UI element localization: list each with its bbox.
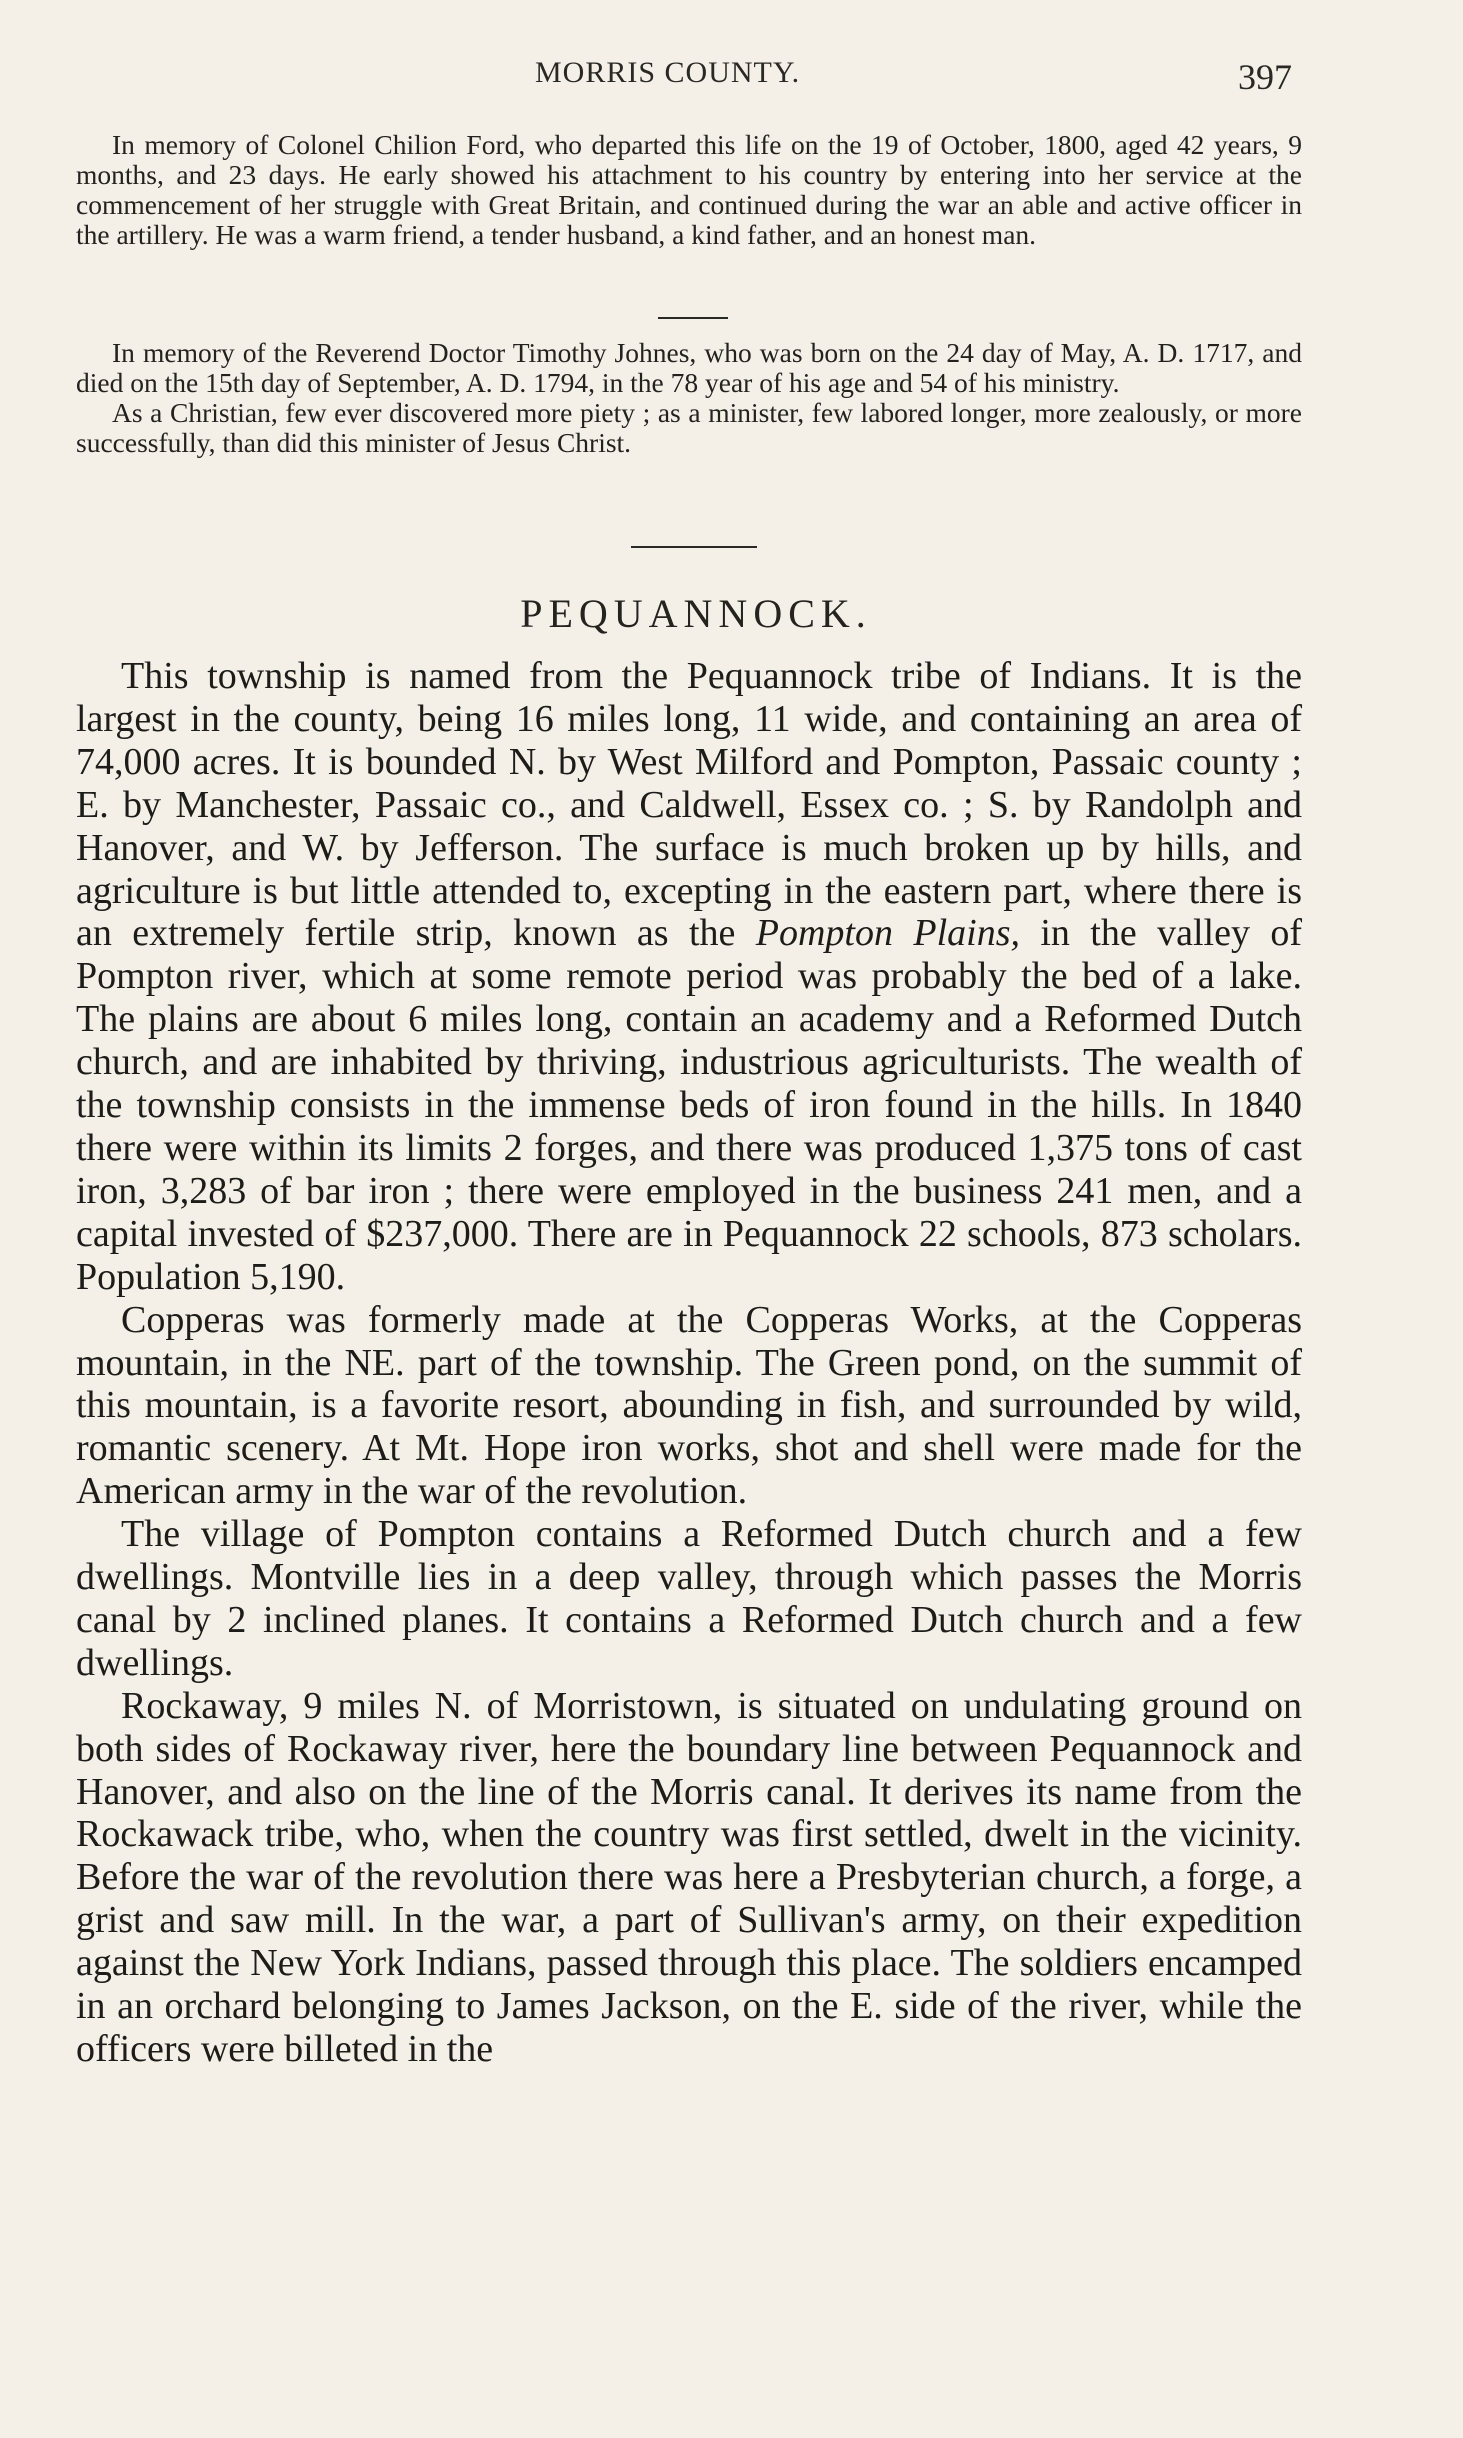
body-paragraph: Copperas was formerly made at the Copperas Works, at the Copperas mountain, in the NE. part of the township. The Green pond, on the summit of this mountain, is a favorite resort, abounding in fish, and surrounded by wild, romantic scenery. At Mt. Hope iron works, shot and shell were made for the American army in the war of the revolution.	[76, 1298, 1302, 1513]
epitaph-paragraph: As a Christian, few ever discovered more piety ; as a minister, few labored longer, more zealously, or more successfully, than did this minister of Jesus Christ.	[76, 397, 1302, 458]
section-title: PEQUANNOCK.	[520, 591, 872, 636]
body-paragraph: Rockaway, 9 miles N. of Morristown, is situated on undulating ground on both sides of Rockaway river, here the boundary line between Pequannock and Hanover, and also on the line of the Morris canal. It derives its name from the Rockawack tribe, who, when the country was first settled, dwelt in the vicinity. Before the war of the revolution there was here a Presbyterian church, a forge, a grist and saw mill. In the war, a part of Sullivan's army, on their expedition against the New York Indians, passed through this place. The soldiers encamped in an orchard belonging to James Jackson, on the E. side of the river, while the officers were billeted in the	[76, 1684, 1302, 2070]
divider-rule	[658, 317, 728, 319]
epitaph-paragraph: In memory of Colonel Chilion Ford, who departed this life on the 19 of October, 1800, aged 42 years, 9 months, and 23 days. He early showed his attachment to his country by entering into her service at the commencement of her struggle with Great Britain, and continued during the war an able and active officer in the artillery. He was a warm friend, a tender husband, a kind father, and an honest man.	[76, 129, 1302, 250]
paragraph-text: This township is named from the Pequannock tribe of Indians. It is the largest in the county, being 16 miles long, 11 wide, and containing an area of 74,000 acres. It is bounded N. by West Milford and Pompton, Passaic county ; E. by Manchester, Passaic co., and Caldwell, Essex co. ; S. by Randolph and Hanover, and W. by Jefferson. The surface is much broken up by hills, and agriculture is but little attended to, excepting in the eastern part, where there is an extremely fertile strip, known as the	[76, 655, 1302, 955]
body-paragraph	[76, 655, 1302, 1299]
body-paragraph: The village of Pompton contains a Reformed Dutch church and a few dwellings. Montville lies in a deep valley, through which passes the Morris canal by 2 inclined planes. It contains a Reformed Dutch church and a few dwellings.	[76, 1513, 1302, 1684]
section-body	[76, 655, 1302, 2071]
epitaph-chilion-ford	[76, 130, 1302, 250]
place-name-italic: Pompton Plains,	[755, 912, 1020, 955]
section-divider-rule	[631, 546, 757, 548]
epitaph-timothy-johnes	[76, 338, 1302, 458]
running-head	[0, 50, 1463, 100]
paragraph-text: in the valley of Pompton river, which at some remote period was probably the bed of a lake. The plains are about 6 miles long, contain an academy and a Reformed Dutch church, and are inhabited by thriving, industrious agriculturists. The wealth of the township consists in the immense beds of iron found in the hills. In 1840 there were within its limits 2 forges, and there was produced 1,375 tons of cast iron, 3,283 of bar iron ; there were employed in the business 241 men, and a capital invested of $237,000. There are in Pequannock 22 schools, 873 scholars. Population 5,190.	[76, 912, 1302, 1298]
epitaph-paragraph: In memory of the Reverend Doctor Timothy Johnes, who was born on the 24 day of May, A. D. 1717, and died on the 15th day of September, A. D. 1794, in the 78 year of his age and 54 of his ministry.	[76, 337, 1302, 398]
page-number: 397	[1238, 57, 1292, 97]
running-title: MORRIS COUNTY.	[535, 56, 801, 89]
